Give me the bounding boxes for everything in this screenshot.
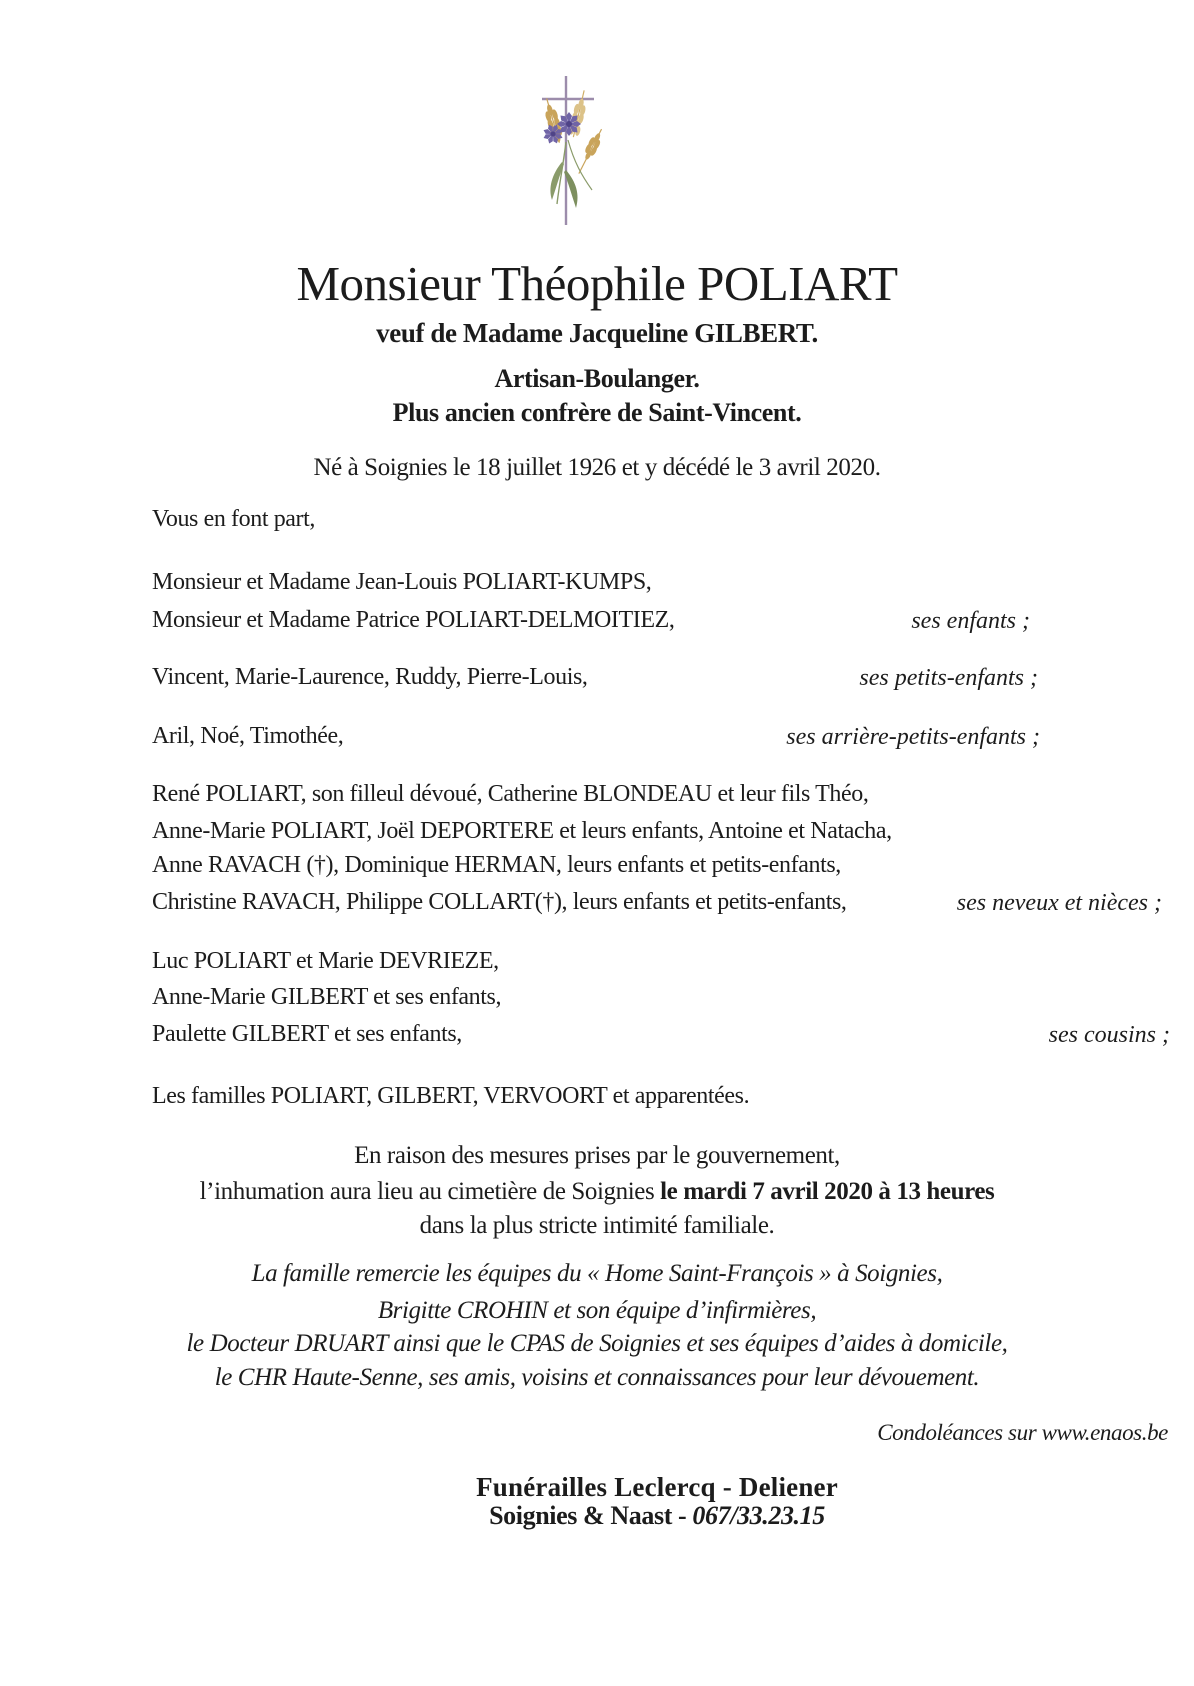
- family-member-line: [0, 889, 1194, 917]
- profession-line-2: Plus ancien confrère de Saint-Vincent.: [392, 398, 802, 427]
- profession-line-1: Artisan-Boulanger.: [494, 364, 700, 393]
- thanks-line-3: le Docteur DRUART ainsi que le CPAS de Soignies et ses équipes d’aides à domicile,: [186, 1330, 1008, 1357]
- family-member-line: [0, 664, 1194, 692]
- thanks-line-2: Brigitte CROHIN et son équipe d’infirmières,: [377, 1297, 817, 1324]
- funeral-home-phone: 067/33.23.15: [692, 1501, 825, 1530]
- funeral-home-location: Soignies & Naast -: [489, 1501, 693, 1530]
- ceremony-line-2: [0, 1178, 1194, 1207]
- relation-label-great-grandchildren: ses arrière-petits-enfants ;: [786, 724, 1040, 750]
- relation-label-cousins: ses cousins ;: [1048, 1022, 1170, 1048]
- birth-death-line: Né à Soignies le 18 juillet 1926 et y décédé le 3 avril 2020.: [313, 454, 881, 481]
- family-member-names: Christine RAVACH, Philippe COLLART(†), leurs enfants et petits-enfants,: [152, 889, 847, 915]
- family-member-line: Monsieur et Madame Jean-Louis POLIART-KUMPS,: [152, 569, 652, 595]
- family-member-names: Vincent, Marie-Laurence, Ruddy, Pierre-Louis,: [152, 664, 588, 690]
- ceremony-line-2-text: l’inhumation aura lieu au cimetière de Soignies: [199, 1178, 661, 1205]
- thanks-line-4: le CHR Haute-Senne, ses amis, voisins et connaissances pour leur dévouement.: [214, 1364, 980, 1391]
- memorial-cross-illustration: [506, 70, 626, 232]
- family-member-line: Luc POLIART et Marie DEVRIEZE,: [152, 948, 499, 974]
- family-member-line: [0, 607, 1194, 635]
- condolences-line: Condoléances sur www.enaos.be: [877, 1420, 1168, 1445]
- family-member-line: [0, 1021, 1194, 1049]
- family-member-line: Anne-Marie GILBERT et ses enfants,: [152, 984, 502, 1010]
- funeral-home-name: Funérailles Leclercq - Deliener: [476, 1472, 838, 1502]
- thanks-line-1: La famille remercie les équipes du « Home Saint-François » à Soignies,: [251, 1260, 943, 1287]
- family-member-names: Aril, Noé, Timothée,: [152, 723, 344, 749]
- ceremony-line-1: En raison des mesures prises par le gouvernement,: [354, 1142, 840, 1169]
- families-line: Les familles POLIART, GILBERT, VERVOORT et apparentées.: [152, 1083, 750, 1109]
- family-member-line: Anne-Marie POLIART, Joël DEPORTERE et leurs enfants, Antoine et Natacha,: [152, 818, 892, 844]
- family-member-line: Anne RAVACH (†), Dominique HERMAN, leurs enfants et petits-enfants,: [152, 852, 841, 878]
- announcement-intro: Vous en font part,: [152, 506, 316, 532]
- family-member-names: Monsieur et Madame Patrice POLIART-DELMOITIEZ,: [152, 607, 675, 633]
- deceased-name: Monsieur Théophile POLIART: [296, 256, 898, 311]
- ceremony-line-3: dans la plus stricte intimité familiale.: [419, 1212, 775, 1239]
- relation-label-nieces-nephews: ses neveux et nièces ;: [956, 890, 1162, 916]
- relationship-line: veuf de Madame Jacqueline GILBERT.: [376, 318, 818, 348]
- relation-label-grandchildren: ses petits-enfants ;: [859, 665, 1038, 691]
- funeral-home-contact: [60, 1501, 1194, 1531]
- family-member-line: René POLIART, son filleul dévoué, Catherine BLONDEAU et leur fils Théo,: [152, 781, 869, 807]
- ceremony-date-time: le mardi 7 avril 2020 à 13 heures: [660, 1178, 995, 1205]
- relation-label-children: ses enfants ;: [911, 608, 1030, 634]
- family-member-names: Paulette GILBERT et ses enfants,: [152, 1021, 462, 1047]
- family-member-line: [0, 723, 1194, 751]
